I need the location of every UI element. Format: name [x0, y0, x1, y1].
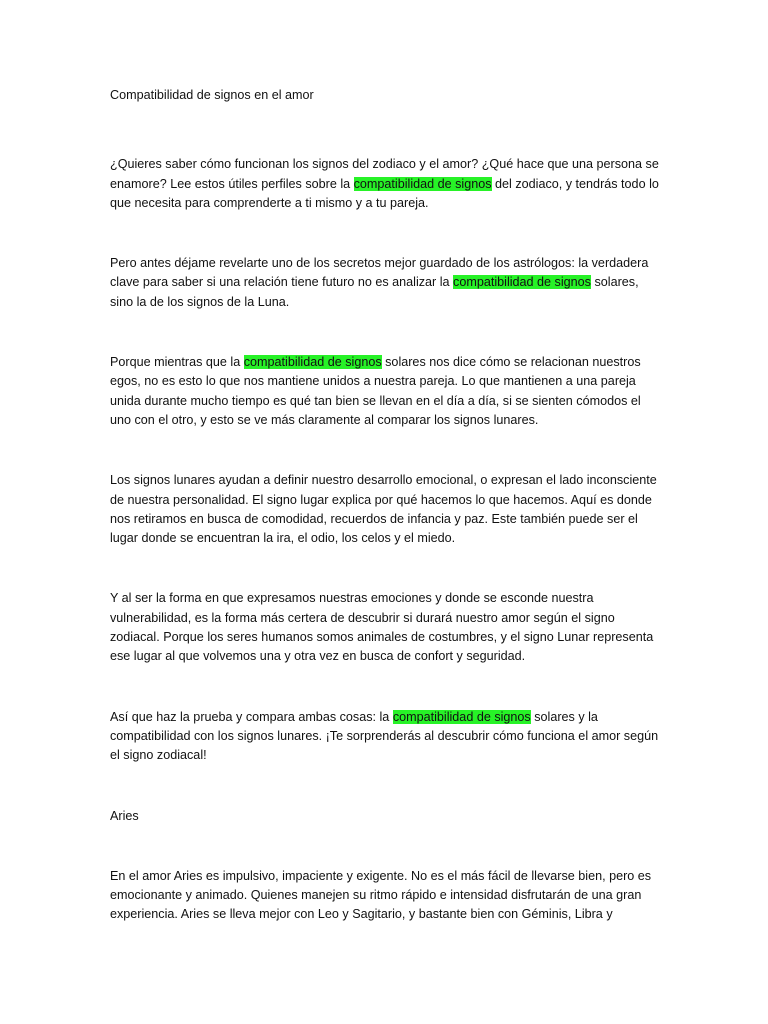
text-segment: ¿Quieres saber cómo funcionan los signos del zodiaco y el amor? ¿Qué hace que una persona se enamore? Lee estos útiles perfiles sobre la — [110, 157, 659, 191]
text-segment: solares nos dice cómo se relacionan nuestros egos, no es esto lo que nos mantiene unidos a nuestra pareja. Lo que mantienen a una pareja unida durante mucho tiempo es qué tan bien se llevan en el día a día, si se sienten cómodos el uno con el otro, y esto se ve más claramente al comparar los signos lunares. — [110, 355, 641, 427]
paragraph-4 — [110, 471, 662, 548]
document-title: Compatibilidad de signos en el amor — [110, 88, 314, 102]
text-segment: Así que haz la prueba y compara ambas cosas: la — [110, 709, 393, 724]
paragraph-2 — [110, 254, 662, 312]
highlighted-phrase: compatibilidad de signos — [353, 176, 492, 191]
text-segment: Y al ser la forma en que expresamos nuestras emociones y donde se esconde nuestra vulnerabilidad, es la forma más certera de descubrir si durará nuestro amor según el signo zodiacal. Porque los seres humanos somos animales de costumbres, y el signo Lunar representa ese lugar al que volvemos una y otra vez en busca de confort y seguridad. — [110, 591, 654, 664]
highlighted-phrase: compatibilidad de signos — [243, 355, 382, 370]
paragraph-3 — [110, 353, 662, 430]
paragraph-1 — [110, 155, 662, 213]
text-segment: solares y la compatibilidad con los signos lunares. ¡Te sorprenderás al descubrir cómo funciona el amor según el signo zodiacal! — [110, 709, 659, 763]
text-segment: Porque mientras que la — [110, 355, 244, 370]
highlighted-phrase: compatibilidad de signos — [453, 275, 591, 290]
highlighted-phrase: compatibilidad de signos — [392, 709, 531, 724]
text-segment: Pero antes déjame revelarte uno de los secretos mejor guardado de los astrólogos: la verdadera clave para saber si una relación tiene futuro no es analizar la — [110, 256, 649, 290]
section-heading-aries: Aries — [110, 808, 139, 823]
text-segment: solares, sino la de los signos de la Luna. — [110, 275, 639, 309]
document-body — [110, 86, 662, 925]
section-paragraph-aries: En el amor Aries es impulsivo, impaciente y exigente. No es el más fácil de llevarse bien, pero es emocionante y animado. Quienes manejen su ritmo rápido e intensidad disfrutarán de una gran experiencia. Aries se lleva mejor con Leo y Sagitario, y bastante bien con Géminis, Libra y — [110, 868, 652, 922]
text-segment: del zodiaco, y tendrás todo lo que necesita para comprenderte a ti mismo y a tu pareja. — [110, 176, 659, 210]
paragraph-5 — [110, 589, 662, 666]
paragraph-6 — [110, 708, 662, 766]
text-segment: Los signos lunares ayudan a definir nuestro desarrollo emocional, o expresan el lado inconsciente de nuestra personalidad. El signo lugar explica por qué hacemos lo que hacemos. Aquí es donde nos retiramos en busca de comodidad, recuerdos de infancia y paz. Este también puede ser el lugar donde se encuentran la ira, el odio, los celos y el miedo. — [110, 473, 657, 546]
